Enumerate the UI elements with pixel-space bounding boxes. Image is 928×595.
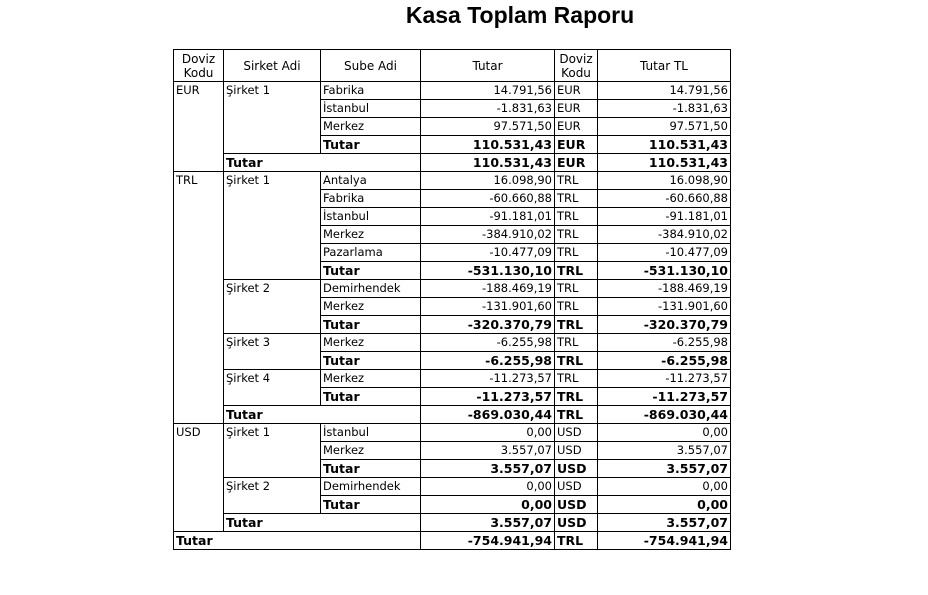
header-row (174, 50, 731, 82)
currency: USD (555, 442, 598, 460)
header-doviz-kodu: Doviz Kodu (174, 50, 224, 82)
amount: 0,00 (421, 424, 555, 442)
amount: 0,00 (421, 478, 555, 496)
branch-name: Antalya (321, 172, 421, 190)
total-label: Tutar (321, 460, 421, 478)
amount-tl: -384.910,02 (598, 226, 731, 244)
company-name: Şirket 2 (224, 478, 321, 514)
currency: TRL (555, 208, 598, 226)
branch-name: İstanbul (321, 100, 421, 118)
currency: TRL (555, 244, 598, 262)
total-label: Tutar (321, 388, 421, 406)
company-name: Şirket 1 (224, 172, 321, 280)
amount-tl: 0,00 (598, 478, 731, 496)
amount-tl: -11.273,57 (598, 370, 731, 388)
currency: USD (555, 478, 598, 496)
amount-tl: -188.469,19 (598, 280, 731, 298)
header-tutar: Tutar (421, 50, 555, 82)
currency: USD (555, 424, 598, 442)
currency-code: TRL (174, 172, 224, 424)
total-amount: 0,00 (421, 496, 555, 514)
table-row (174, 370, 731, 388)
total-amount-tl: 3.557,07 (598, 514, 731, 532)
amount: -11.273,57 (421, 370, 555, 388)
amount-tl: -1.831,63 (598, 100, 731, 118)
total-label: Tutar (321, 496, 421, 514)
company-name: Şirket 3 (224, 334, 321, 370)
currency: TRL (555, 370, 598, 388)
amount-tl: -10.477,09 (598, 244, 731, 262)
total-amount-tl: 110.531,43 (598, 136, 731, 154)
amount-tl: 16.098,90 (598, 172, 731, 190)
amount: -60.660,88 (421, 190, 555, 208)
branch-name: İstanbul (321, 208, 421, 226)
amount-tl: 3.557,07 (598, 442, 731, 460)
total-currency: TRL (555, 352, 598, 370)
total-currency: EUR (555, 136, 598, 154)
page-title: Kasa Toplam Raporu (405, 2, 635, 28)
currency: TRL (555, 190, 598, 208)
total-amount-tl: 110.531,43 (598, 154, 731, 172)
total-currency: USD (555, 460, 598, 478)
total-amount: -320.370,79 (421, 316, 555, 334)
currency-total-row (174, 406, 731, 424)
amount-tl: -91.181,01 (598, 208, 731, 226)
total-amount: 3.557,07 (421, 514, 555, 532)
total-currency: TRL (555, 388, 598, 406)
branch-name: Demirhendek (321, 280, 421, 298)
currency: TRL (555, 226, 598, 244)
amount-tl: -6.255,98 (598, 334, 731, 352)
total-amount: -869.030,44 (421, 406, 555, 424)
total-amount-tl: 3.557,07 (598, 460, 731, 478)
branch-name: Merkez (321, 442, 421, 460)
total-amount: 110.531,43 (421, 154, 555, 172)
header-tutar-tl: Tutar TL (598, 50, 731, 82)
amount-tl: 97.571,50 (598, 118, 731, 136)
total-amount-tl: 0,00 (598, 496, 731, 514)
grand-total-label: Tutar (174, 532, 421, 550)
table-row (174, 424, 731, 442)
amount: 16.098,90 (421, 172, 555, 190)
total-currency: EUR (555, 154, 598, 172)
currency: EUR (555, 82, 598, 100)
branch-name: Fabrika (321, 190, 421, 208)
total-label: Tutar (224, 514, 421, 532)
grand-total-row (174, 532, 731, 550)
amount-tl: 14.791,56 (598, 82, 731, 100)
report-body (174, 82, 731, 550)
amount: 14.791,56 (421, 82, 555, 100)
amount: 97.571,50 (421, 118, 555, 136)
header-sube-adi: Sube Adi (321, 50, 421, 82)
total-amount: -531.130,10 (421, 262, 555, 280)
table-row (174, 478, 731, 496)
grand-total-amount: -754.941,94 (421, 532, 555, 550)
currency-code: EUR (174, 82, 224, 172)
total-amount-tl: -869.030,44 (598, 406, 731, 424)
branch-name: Merkez (321, 298, 421, 316)
total-label: Tutar (224, 154, 421, 172)
currency-code: USD (174, 424, 224, 532)
header-sirket-adi: Sirket Adi (224, 50, 321, 82)
total-label: Tutar (321, 262, 421, 280)
amount: -384.910,02 (421, 226, 555, 244)
branch-name: Demirhendek (321, 478, 421, 496)
total-currency: USD (555, 496, 598, 514)
currency-total-row (174, 514, 731, 532)
header-doviz-kodu-2: Doviz Kodu (555, 50, 598, 82)
amount-tl: 0,00 (598, 424, 731, 442)
branch-name: Merkez (321, 370, 421, 388)
report-table (173, 49, 731, 550)
amount: -10.477,09 (421, 244, 555, 262)
branch-name: Merkez (321, 334, 421, 352)
branch-name: Merkez (321, 118, 421, 136)
amount: 3.557,07 (421, 442, 555, 460)
total-label: Tutar (224, 406, 421, 424)
branch-name: İstanbul (321, 424, 421, 442)
total-currency: TRL (555, 316, 598, 334)
company-name: Şirket 1 (224, 424, 321, 478)
company-name: Şirket 1 (224, 82, 321, 154)
total-amount: 110.531,43 (421, 136, 555, 154)
amount-tl: -60.660,88 (598, 190, 731, 208)
currency: TRL (555, 172, 598, 190)
currency: TRL (555, 280, 598, 298)
table-row (174, 280, 731, 298)
total-amount-tl: -320.370,79 (598, 316, 731, 334)
branch-name: Merkez (321, 226, 421, 244)
total-amount-tl: -11.273,57 (598, 388, 731, 406)
amount: -188.469,19 (421, 280, 555, 298)
branch-name: Pazarlama (321, 244, 421, 262)
total-amount: -6.255,98 (421, 352, 555, 370)
company-name: Şirket 2 (224, 280, 321, 334)
total-label: Tutar (321, 316, 421, 334)
total-amount-tl: -6.255,98 (598, 352, 731, 370)
company-name: Şirket 4 (224, 370, 321, 406)
total-label: Tutar (321, 352, 421, 370)
table-row (174, 82, 731, 100)
branch-name: Fabrika (321, 82, 421, 100)
grand-total-amount-tl: -754.941,94 (598, 532, 731, 550)
table-row (174, 334, 731, 352)
total-amount-tl: -531.130,10 (598, 262, 731, 280)
currency: EUR (555, 100, 598, 118)
amount: -6.255,98 (421, 334, 555, 352)
table-row (174, 172, 731, 190)
total-currency: TRL (555, 262, 598, 280)
amount: -131.901,60 (421, 298, 555, 316)
total-currency: USD (555, 514, 598, 532)
total-amount: -11.273,57 (421, 388, 555, 406)
grand-total-currency: TRL (555, 532, 598, 550)
amount: -91.181,01 (421, 208, 555, 226)
total-amount: 3.557,07 (421, 460, 555, 478)
currency: TRL (555, 334, 598, 352)
currency: TRL (555, 298, 598, 316)
total-label: Tutar (321, 136, 421, 154)
amount-tl: -131.901,60 (598, 298, 731, 316)
amount: -1.831,63 (421, 100, 555, 118)
total-currency: TRL (555, 406, 598, 424)
currency-total-row (174, 154, 731, 172)
currency: EUR (555, 118, 598, 136)
